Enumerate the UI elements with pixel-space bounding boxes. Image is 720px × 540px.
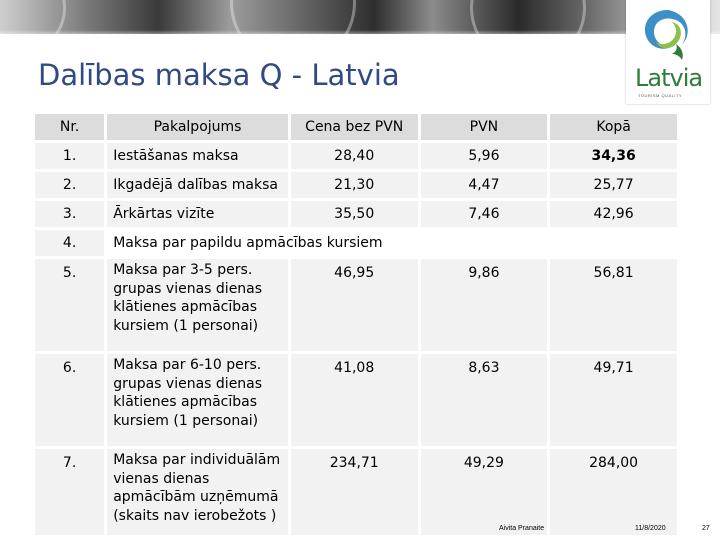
table-row bbox=[35, 230, 677, 256]
table-row bbox=[35, 449, 677, 535]
table-header-row bbox=[35, 114, 677, 140]
row-price: 41,08 bbox=[291, 354, 421, 446]
row-service: Maksa par 3-5 pers. grupas vienas dienas klātienes apmācības kursiem (1 personai) bbox=[107, 259, 291, 351]
row-nr: 7. bbox=[35, 449, 107, 535]
row-nr: 4. bbox=[35, 230, 107, 256]
latvia-swirl-icon bbox=[636, 6, 700, 64]
footer-page-number: 27 bbox=[702, 525, 710, 532]
table-row bbox=[35, 172, 677, 198]
row-service: Maksa par individuālām vienas dienas apmācībām uzņēmumā (skaits nav ierobežots ) bbox=[107, 449, 291, 535]
row-vat: 49,29 bbox=[421, 449, 551, 535]
row-vat: 9,86 bbox=[421, 259, 551, 351]
row-nr: 2. bbox=[35, 172, 107, 198]
row-vat: 7,46 bbox=[421, 201, 551, 227]
price-table bbox=[35, 111, 677, 538]
table-row bbox=[35, 354, 677, 446]
row-service: Ārkārtas vizīte bbox=[107, 201, 291, 227]
header-total: Kopā bbox=[550, 114, 677, 140]
row-price: 234,71 bbox=[291, 449, 421, 535]
row-nr: 3. bbox=[35, 201, 107, 227]
row-total: 56,81 bbox=[550, 259, 677, 351]
table-row bbox=[35, 201, 677, 227]
row-total: 284,00 bbox=[550, 449, 677, 535]
header-nr: Nr. bbox=[35, 114, 107, 140]
footer-date: 11/8/2020 bbox=[635, 525, 666, 532]
row-total: 42,96 bbox=[550, 201, 677, 227]
header-price: Cena bez PVN bbox=[291, 114, 421, 140]
header-band-fade bbox=[0, 30, 720, 40]
row-vat: 4,47 bbox=[421, 172, 551, 198]
row-price: 28,40 bbox=[291, 143, 421, 169]
logo-tagline: TOURISM QUALITY bbox=[638, 93, 683, 98]
footer-author: Aivita Pranaite bbox=[499, 525, 545, 532]
row-vat: 8,63 bbox=[421, 354, 551, 446]
table-row bbox=[35, 143, 677, 169]
row-nr: 5. bbox=[35, 259, 107, 351]
row-total: 49,71 bbox=[550, 354, 677, 446]
latvia-logo bbox=[626, 0, 710, 104]
row-price: 46,95 bbox=[291, 259, 421, 351]
header-vat: PVN bbox=[421, 114, 551, 140]
row-service: Ikgadējā dalības maksa bbox=[107, 172, 291, 198]
row-vat: 5,96 bbox=[421, 143, 551, 169]
header-service: Pakalpojums bbox=[107, 114, 291, 140]
row-price: 35,50 bbox=[291, 201, 421, 227]
row-service: Maksa par 6-10 pers. grupas vienas dienas klātienes apmācības kursiem (1 personai) bbox=[107, 354, 291, 446]
row-nr: 6. bbox=[35, 354, 107, 446]
row-section-heading: Maksa par papildu apmācības kursiem bbox=[107, 230, 677, 256]
slide-title: Dalības maksa Q - Latvia bbox=[38, 58, 400, 92]
logo-wordmark: Latvia bbox=[635, 64, 703, 92]
table-row bbox=[35, 259, 677, 351]
row-total: 34,36 bbox=[550, 143, 677, 169]
row-total: 25,77 bbox=[550, 172, 677, 198]
row-nr: 1. bbox=[35, 143, 107, 169]
row-price: 21,30 bbox=[291, 172, 421, 198]
header-photo-band bbox=[0, 0, 720, 34]
row-service: Iestāšanas maksa bbox=[107, 143, 291, 169]
